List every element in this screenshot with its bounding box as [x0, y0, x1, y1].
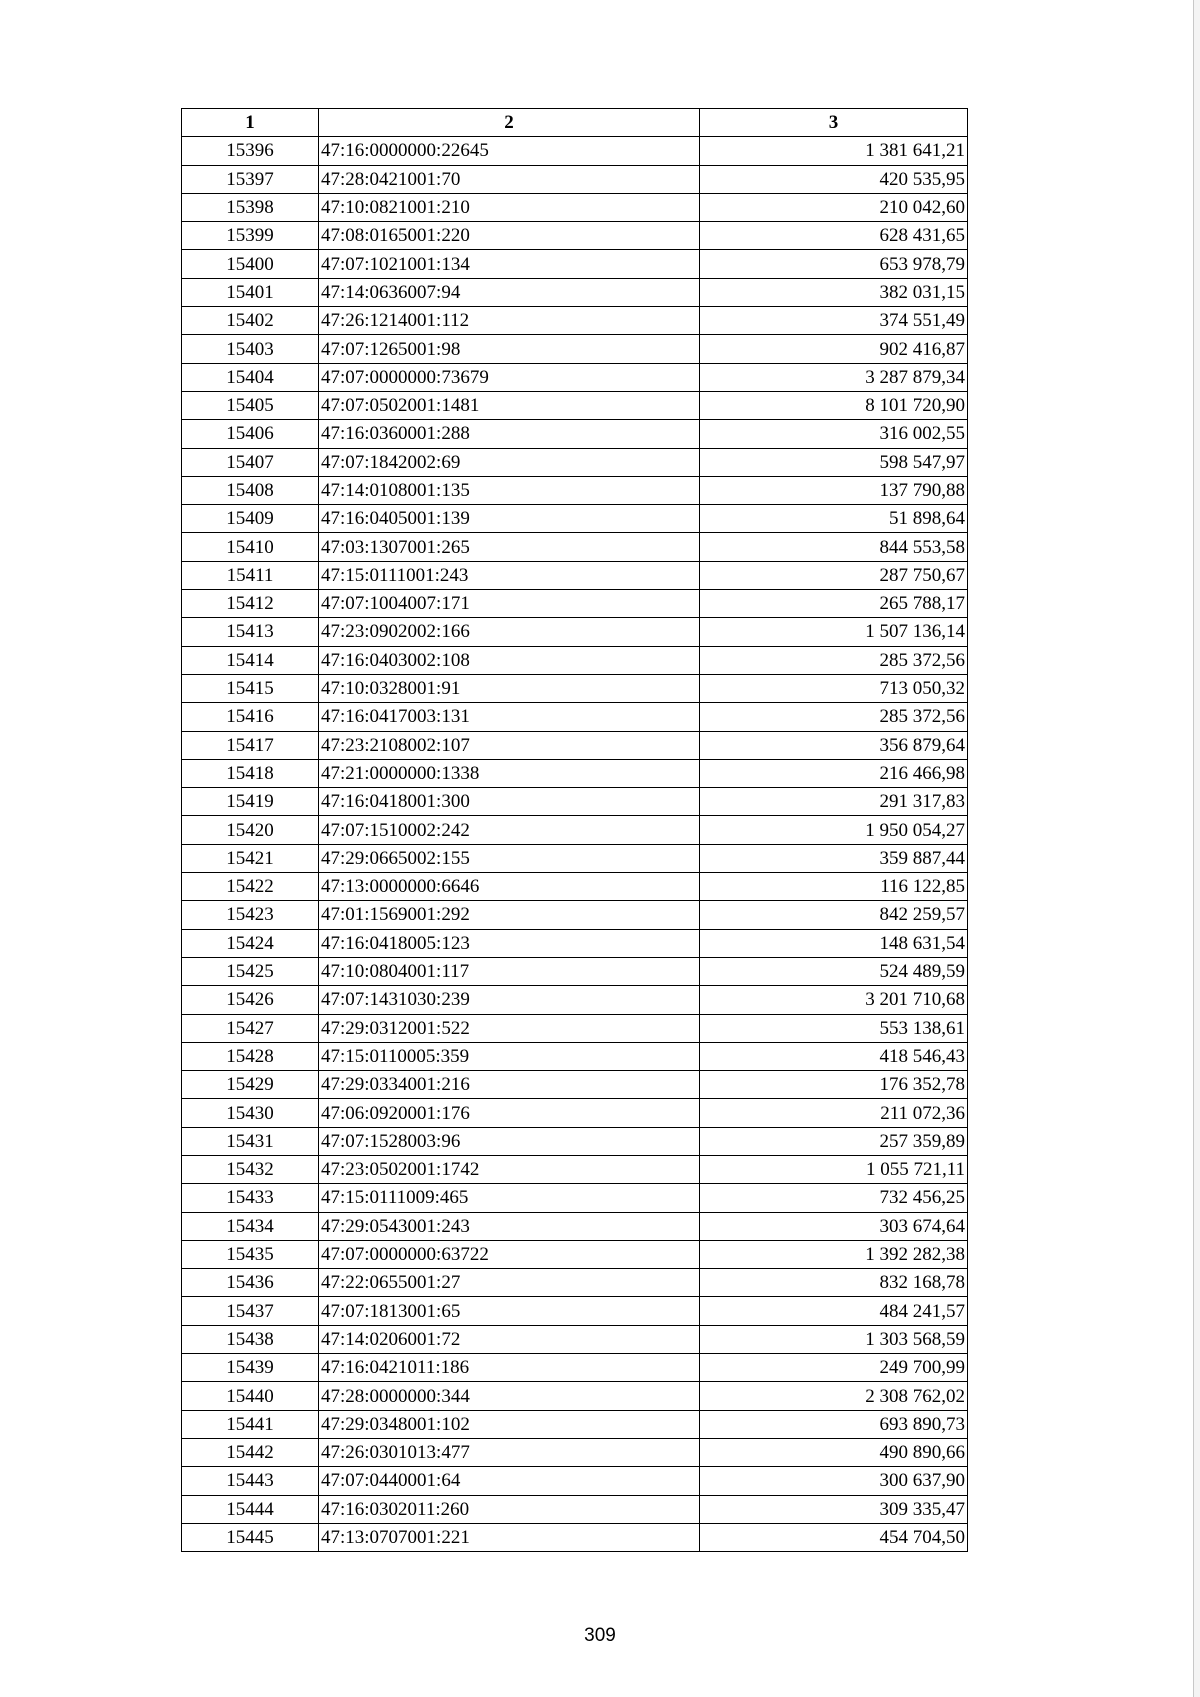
row-number-cell: 15410 — [182, 533, 319, 561]
value-cell: 116 122,85 — [700, 873, 968, 901]
table-row — [182, 533, 968, 561]
cadastral-number-cell: 47:16:0302011:260 — [319, 1495, 700, 1523]
table-row — [182, 1127, 968, 1155]
cadastral-number-cell: 47:16:0421011:186 — [319, 1354, 700, 1382]
value-cell: 8 101 720,90 — [700, 391, 968, 419]
page-number: 309 — [584, 1625, 616, 1646]
value-cell: 713 050,32 — [700, 674, 968, 702]
cadastral-number-cell: 47:26:1214001:112 — [319, 307, 700, 335]
table-row — [182, 278, 968, 306]
value-cell: 291 317,83 — [700, 788, 968, 816]
cadastral-number-cell: 47:15:0111009:465 — [319, 1184, 700, 1212]
cadastral-number-cell: 47:29:0348001:102 — [319, 1410, 700, 1438]
table-row — [182, 1467, 968, 1495]
column-header: 1 — [182, 109, 319, 137]
value-cell: 382 031,15 — [700, 278, 968, 306]
row-number-cell: 15443 — [182, 1467, 319, 1495]
cadastral-number-cell: 47:08:0165001:220 — [319, 222, 700, 250]
cadastral-number-cell: 47:07:1842002:69 — [319, 448, 700, 476]
row-number-cell: 15425 — [182, 957, 319, 985]
value-cell: 1 950 054,27 — [700, 816, 968, 844]
cadastral-number-cell: 47:16:0418005:123 — [319, 929, 700, 957]
cadastral-number-cell: 47:29:0312001:522 — [319, 1014, 700, 1042]
cadastral-number-cell: 47:16:0360001:288 — [319, 420, 700, 448]
row-number-cell: 15435 — [182, 1240, 319, 1268]
value-cell: 732 456,25 — [700, 1184, 968, 1212]
value-cell: 454 704,50 — [700, 1523, 968, 1551]
value-cell: 216 466,98 — [700, 759, 968, 787]
value-cell: 137 790,88 — [700, 476, 968, 504]
table-row — [182, 1212, 968, 1240]
cadastral-number-cell: 47:07:0000000:73679 — [319, 363, 700, 391]
value-cell: 359 887,44 — [700, 844, 968, 872]
table-row — [182, 957, 968, 985]
table-row — [182, 1438, 968, 1466]
row-number-cell: 15424 — [182, 929, 319, 957]
value-cell: 176 352,78 — [700, 1071, 968, 1099]
cadastral-number-cell: 47:14:0108001:135 — [319, 476, 700, 504]
row-number-cell: 15420 — [182, 816, 319, 844]
value-cell: 287 750,67 — [700, 561, 968, 589]
value-cell: 309 335,47 — [700, 1495, 968, 1523]
row-number-cell: 15399 — [182, 222, 319, 250]
row-number-cell: 15405 — [182, 391, 319, 419]
table-row — [182, 222, 968, 250]
row-number-cell: 15423 — [182, 901, 319, 929]
cadastral-number-cell: 47:16:0418001:300 — [319, 788, 700, 816]
table-body — [182, 137, 968, 1552]
row-number-cell: 15429 — [182, 1071, 319, 1099]
cadastral-number-cell: 47:10:0821001:210 — [319, 193, 700, 221]
row-number-cell: 15415 — [182, 674, 319, 702]
row-number-cell: 15442 — [182, 1438, 319, 1466]
row-number-cell: 15441 — [182, 1410, 319, 1438]
cadastral-number-cell: 47:03:1307001:265 — [319, 533, 700, 561]
row-number-cell: 15402 — [182, 307, 319, 335]
table-row — [182, 759, 968, 787]
cadastral-number-cell: 47:23:2108002:107 — [319, 731, 700, 759]
row-number-cell: 15413 — [182, 618, 319, 646]
row-number-cell: 15428 — [182, 1042, 319, 1070]
row-number-cell: 15417 — [182, 731, 319, 759]
table-row — [182, 1099, 968, 1127]
value-cell: 693 890,73 — [700, 1410, 968, 1438]
value-cell: 418 546,43 — [700, 1042, 968, 1070]
value-cell: 1 055 721,11 — [700, 1155, 968, 1183]
row-number-cell: 15430 — [182, 1099, 319, 1127]
table-row — [182, 1495, 968, 1523]
table-row — [182, 1184, 968, 1212]
value-cell: 300 637,90 — [700, 1467, 968, 1495]
table-row — [182, 335, 968, 363]
row-number-cell: 15436 — [182, 1269, 319, 1297]
row-number-cell: 15416 — [182, 703, 319, 731]
row-number-cell: 15418 — [182, 759, 319, 787]
cadastral-number-cell: 47:06:0920001:176 — [319, 1099, 700, 1127]
table-row — [182, 1155, 968, 1183]
row-number-cell: 15444 — [182, 1495, 319, 1523]
row-number-cell: 15408 — [182, 476, 319, 504]
table-row — [182, 646, 968, 674]
cadastral-number-cell: 47:29:0334001:216 — [319, 1071, 700, 1099]
row-number-cell: 15421 — [182, 844, 319, 872]
value-cell: 3 201 710,68 — [700, 986, 968, 1014]
value-cell: 484 241,57 — [700, 1297, 968, 1325]
row-number-cell: 15397 — [182, 165, 319, 193]
table-row — [182, 873, 968, 901]
row-number-cell: 15434 — [182, 1212, 319, 1240]
row-number-cell: 15432 — [182, 1155, 319, 1183]
value-cell: 420 535,95 — [700, 165, 968, 193]
cadastral-number-cell: 47:14:0636007:94 — [319, 278, 700, 306]
cadastral-number-cell: 47:14:0206001:72 — [319, 1325, 700, 1353]
value-cell: 653 978,79 — [700, 250, 968, 278]
table-row — [182, 788, 968, 816]
table-row — [182, 1042, 968, 1070]
table-row — [182, 1523, 968, 1551]
row-number-cell: 15431 — [182, 1127, 319, 1155]
table-row — [182, 986, 968, 1014]
value-cell: 844 553,58 — [700, 533, 968, 561]
cadastral-number-cell: 47:22:0655001:27 — [319, 1269, 700, 1297]
value-cell: 598 547,97 — [700, 448, 968, 476]
cadastral-number-cell: 47:01:1569001:292 — [319, 901, 700, 929]
row-number-cell: 15404 — [182, 363, 319, 391]
row-number-cell: 15406 — [182, 420, 319, 448]
row-number-cell: 15409 — [182, 505, 319, 533]
cadastral-number-cell: 47:26:0301013:477 — [319, 1438, 700, 1466]
table-row — [182, 731, 968, 759]
value-cell: 211 072,36 — [700, 1099, 968, 1127]
cadastral-number-cell: 47:07:1004007:171 — [319, 590, 700, 618]
table-row — [182, 1354, 968, 1382]
row-number-cell: 15433 — [182, 1184, 319, 1212]
cadastral-number-cell: 47:07:0440001:64 — [319, 1467, 700, 1495]
cadastral-number-cell: 47:10:0328001:91 — [319, 674, 700, 702]
value-cell: 628 431,65 — [700, 222, 968, 250]
row-number-cell: 15422 — [182, 873, 319, 901]
value-cell: 51 898,64 — [700, 505, 968, 533]
value-cell: 374 551,49 — [700, 307, 968, 335]
row-number-cell: 15401 — [182, 278, 319, 306]
cadastral-number-cell: 47:28:0000000:344 — [319, 1382, 700, 1410]
value-cell: 148 631,54 — [700, 929, 968, 957]
table-row — [182, 590, 968, 618]
value-cell: 210 042,60 — [700, 193, 968, 221]
cadastral-number-cell: 47:16:0000000:22645 — [319, 137, 700, 165]
row-number-cell: 15438 — [182, 1325, 319, 1353]
value-cell: 285 372,56 — [700, 703, 968, 731]
table-row — [182, 618, 968, 646]
value-cell: 249 700,99 — [700, 1354, 968, 1382]
value-cell: 2 308 762,02 — [700, 1382, 968, 1410]
table-row — [182, 1014, 968, 1042]
cadastral-number-cell: 47:15:0110005:359 — [319, 1042, 700, 1070]
cadastral-number-cell: 47:21:0000000:1338 — [319, 759, 700, 787]
cadastral-number-cell: 47:29:0665002:155 — [319, 844, 700, 872]
value-cell: 265 788,17 — [700, 590, 968, 618]
row-number-cell: 15437 — [182, 1297, 319, 1325]
table-row — [182, 901, 968, 929]
cadastral-number-cell: 47:07:0502001:1481 — [319, 391, 700, 419]
value-cell: 285 372,56 — [700, 646, 968, 674]
value-cell: 1 303 568,59 — [700, 1325, 968, 1353]
value-cell: 257 359,89 — [700, 1127, 968, 1155]
value-cell: 553 138,61 — [700, 1014, 968, 1042]
row-number-cell: 15398 — [182, 193, 319, 221]
column-header: 2 — [319, 109, 700, 137]
table-row — [182, 844, 968, 872]
cadastral-number-cell: 47:07:1510002:242 — [319, 816, 700, 844]
table-row — [182, 476, 968, 504]
table-row — [182, 1410, 968, 1438]
row-number-cell: 15407 — [182, 448, 319, 476]
table-row — [182, 307, 968, 335]
value-cell: 356 879,64 — [700, 731, 968, 759]
row-number-cell: 15411 — [182, 561, 319, 589]
row-number-cell: 15400 — [182, 250, 319, 278]
value-cell: 842 259,57 — [700, 901, 968, 929]
value-cell: 3 287 879,34 — [700, 363, 968, 391]
row-number-cell: 15419 — [182, 788, 319, 816]
table-row — [182, 505, 968, 533]
cadastral-number-cell: 47:10:0804001:117 — [319, 957, 700, 985]
table-row — [182, 561, 968, 589]
cadastral-number-cell: 47:07:1813001:65 — [319, 1297, 700, 1325]
table-row — [182, 250, 968, 278]
row-number-cell: 15440 — [182, 1382, 319, 1410]
value-cell: 832 168,78 — [700, 1269, 968, 1297]
cadastral-number-cell: 47:13:0000000:6646 — [319, 873, 700, 901]
table-row — [182, 1071, 968, 1099]
table-row — [182, 703, 968, 731]
cadastral-number-cell: 47:07:1431030:239 — [319, 986, 700, 1014]
table-row — [182, 816, 968, 844]
row-number-cell: 15439 — [182, 1354, 319, 1382]
value-cell: 1 507 136,14 — [700, 618, 968, 646]
value-cell: 902 416,87 — [700, 335, 968, 363]
row-number-cell: 15412 — [182, 590, 319, 618]
cadastral-number-cell: 47:15:0111001:243 — [319, 561, 700, 589]
row-number-cell: 15414 — [182, 646, 319, 674]
cadastral-number-cell: 47:07:1265001:98 — [319, 335, 700, 363]
row-number-cell: 15396 — [182, 137, 319, 165]
table-header-row — [182, 109, 968, 137]
cadastral-number-cell: 47:13:0707001:221 — [319, 1523, 700, 1551]
table-row — [182, 1240, 968, 1268]
cadastral-number-cell: 47:16:0417003:131 — [319, 703, 700, 731]
cadastral-number-cell: 47:23:0502001:1742 — [319, 1155, 700, 1183]
value-cell: 316 002,55 — [700, 420, 968, 448]
table-row — [182, 137, 968, 165]
table-row — [182, 1297, 968, 1325]
table-row — [182, 929, 968, 957]
row-number-cell: 15445 — [182, 1523, 319, 1551]
cadastral-number-cell: 47:07:1021001:134 — [319, 250, 700, 278]
cadastral-number-cell: 47:07:1528003:96 — [319, 1127, 700, 1155]
row-number-cell: 15426 — [182, 986, 319, 1014]
table-row — [182, 1325, 968, 1353]
table-row — [182, 1269, 968, 1297]
value-cell: 1 392 282,38 — [700, 1240, 968, 1268]
value-cell: 524 489,59 — [700, 957, 968, 985]
data-table — [181, 108, 968, 1552]
table-row — [182, 674, 968, 702]
page-edge — [1193, 0, 1200, 1697]
table-row — [182, 363, 968, 391]
value-cell: 490 890,66 — [700, 1438, 968, 1466]
table-row — [182, 420, 968, 448]
value-cell: 303 674,64 — [700, 1212, 968, 1240]
cadastral-number-cell: 47:23:0902002:166 — [319, 618, 700, 646]
cadastral-number-cell: 47:16:0405001:139 — [319, 505, 700, 533]
cadastral-number-cell: 47:29:0543001:243 — [319, 1212, 700, 1240]
row-number-cell: 15427 — [182, 1014, 319, 1042]
column-header: 3 — [700, 109, 968, 137]
cadastral-number-cell: 47:28:0421001:70 — [319, 165, 700, 193]
value-cell: 1 381 641,21 — [700, 137, 968, 165]
table-row — [182, 391, 968, 419]
table-row — [182, 193, 968, 221]
table-row — [182, 448, 968, 476]
cadastral-number-cell: 47:07:0000000:63722 — [319, 1240, 700, 1268]
cadastral-number-cell: 47:16:0403002:108 — [319, 646, 700, 674]
table-row — [182, 1382, 968, 1410]
row-number-cell: 15403 — [182, 335, 319, 363]
table-row — [182, 165, 968, 193]
